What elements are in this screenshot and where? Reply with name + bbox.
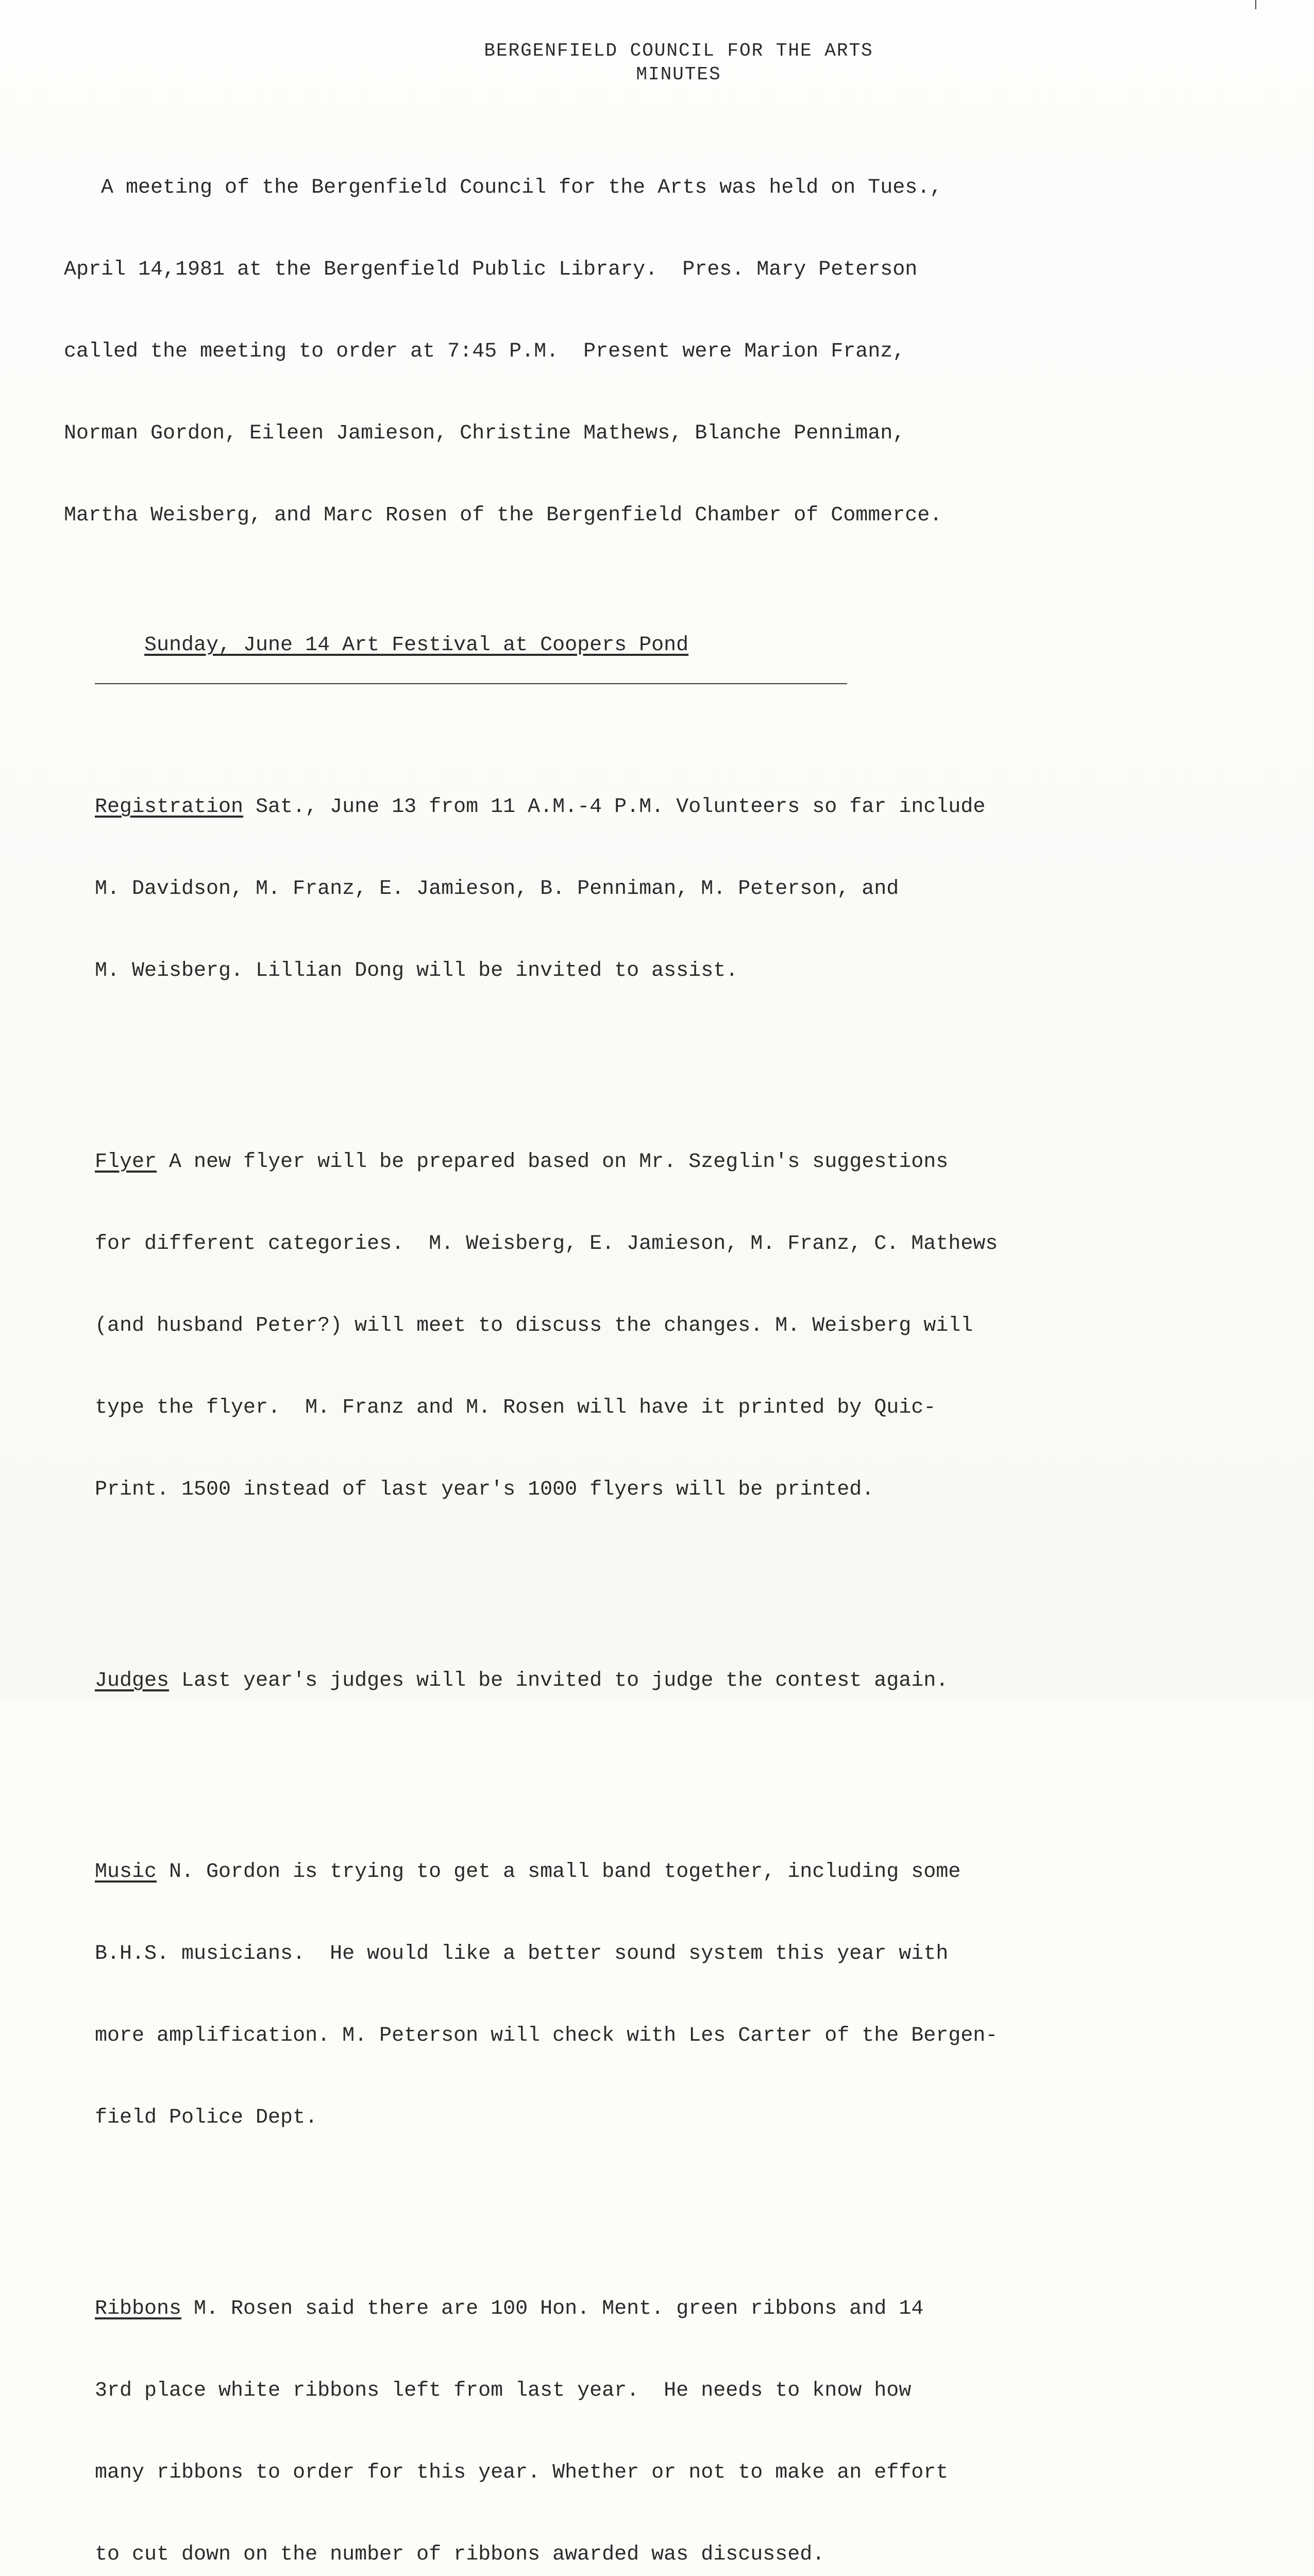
intro-line: called the meeting to order at 7:45 P.M. Present were Marion Franz, [64,340,905,363]
item-line: M. Rosen said there are 100 Hon. Ment. green ribbons and 14 [181,2297,924,2320]
item-label: Music [95,1860,157,1884]
item-judges [95,1613,1273,1749]
item-line: for different categories. M. Weisberg, E. Jamieson, M. Franz, C. Mathews [95,1232,998,1256]
item-flyer [95,1094,1273,1558]
festival-items [95,684,1273,2576]
item-label: Ribbons [95,2297,182,2320]
festival-heading [95,604,1273,686]
item-line: A new flyer will be prepared based on Mr. Szeglin's suggestions [157,1150,949,1174]
item-line: to cut down on the number of ribbons awarded was discussed. [95,2543,825,2566]
item-line: N. Gordon is trying to get a small band together, including some [157,1860,961,1884]
item-line: field Police Dept. [95,2106,318,2129]
item-music [95,1804,1273,2186]
item-label: Flyer [95,1150,157,1174]
item-line: B.H.S. musicians. He would like a better sound system this year with [95,1942,949,1965]
item-line: (and husband Peter?) will meet to discuss the changes. M. Weisberg will [95,1314,973,1337]
festival-title: Sunday, June 14 Art Festival at Coopers Pond [144,634,689,657]
page-edge-mark [1255,0,1256,9]
item-line: M. Davidson, M. Franz, E. Jamieson, B. Penniman, M. Peterson, and [95,877,899,901]
intro-line: A meeting of the Bergenfield Council for the Arts was held on Tues., [64,176,942,199]
item-line: 3rd place white ribbons left from last year. He needs to know how [95,2379,912,2402]
org-title: BERGENFIELD COUNCIL FOR THE ARTS [484,40,873,61]
item-line: Sat., June 13 from 11 A.M.-4 P.M. Volunteers so far include [243,795,986,819]
item-line: many ribbons to order for this year. Whether or not to make an effort [95,2461,949,2484]
item-line: more amplification. M. Peterson will check with Les Carter of the Bergen- [95,2024,998,2047]
doc-type-title: MINUTES [636,64,721,85]
intro-paragraph [64,120,1273,584]
item-label: Judges [95,1669,170,1692]
intro-line: Norman Gordon, Eileen Jamieson, Christine Mathews, Blanche Penniman, [64,422,905,445]
item-registration [95,739,1273,1039]
item-line: Print. 1500 instead of last year's 1000 flyers will be printed. [95,1478,874,1501]
item-line: Last year's judges will be invited to judge the contest again. [169,1669,949,1692]
document-header [85,39,1273,87]
item-label: Registration [95,795,244,819]
intro-line: April 14,1981 at the Bergenfield Public Library. Pres. Mary Peterson [64,258,918,281]
intro-line: Martha Weisberg, and Marc Rosen of the Bergenfield Chamber of Commerce. [64,504,942,527]
item-ribbons [95,2241,1273,2576]
item-line: M. Weisberg. Lillian Dong will be invited to assist. [95,959,738,982]
item-line: type the flyer. M. Franz and M. Rosen will have it printed by Quic- [95,1396,936,1419]
